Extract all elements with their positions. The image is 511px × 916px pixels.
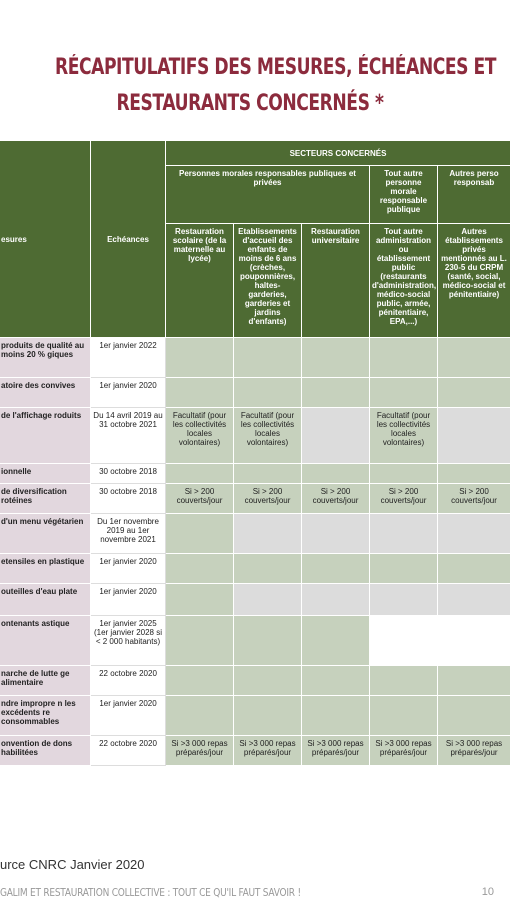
row-mesure: de l'affichage roduits [0,408,91,464]
header-group-tout-autre: Tout autre personne morale responsable publique [370,166,438,224]
row-sector-cell [302,338,370,378]
row-mesure: etensiles en plastique [0,554,91,584]
footer-text: GALIM ET RESTAURATION COLLECTIVE : TOUT CE QU'IL FAUT SAVOIR ! [0,886,301,899]
row-sector-cell [234,554,302,584]
row-echeance: Du 14 avril 2019 au 31 octobre 2021 [91,408,166,464]
row-sector-cell [302,378,370,408]
row-sector-cell [370,514,438,554]
table-row [0,338,511,378]
row-sector-cell [302,584,370,616]
row-sector-cell [438,408,511,464]
header-col-scolaire: Restauration scolaire (de la maternelle au lycée) [166,224,234,338]
row-echeance: 22 octobre 2020 [91,736,166,766]
row-sector-cell [166,378,234,408]
row-echeance: 30 octobre 2018 [91,464,166,484]
row-mesure: onvention de dons habilitées [0,736,91,766]
row-sector-cell: Facultatif (pour les collectivités locales volontaires) [166,408,234,464]
table-row [0,484,511,514]
row-sector-cell [370,616,438,666]
row-mesure: ionnelle [0,464,91,484]
row-sector-cell [234,338,302,378]
row-echeance: 1er janvier 2025 (1er janvier 2028 si < 2 000 habitants) [91,616,166,666]
row-sector-cell: Si > 200 couverts/jour [234,484,302,514]
row-echeance: Du 1er novembre 2019 au 1er novembre 2021 [91,514,166,554]
header-col-admin: Tout autre administration ou établissement public (restaurants d'administration, médico-social public, armée, pénitentiaire, EPA,...) [370,224,438,338]
row-mesure: produits de qualité au moins 20 % giques [0,338,91,378]
table-row [0,616,511,666]
row-sector-cell [166,584,234,616]
header-col-universitaire: Restauration universitaire [302,224,370,338]
row-sector-cell: Si >3 000 repas préparés/jour [302,736,370,766]
table-row [0,554,511,584]
row-sector-cell [438,378,511,408]
row-sector-cell [234,696,302,736]
table-row [0,408,511,464]
row-sector-cell [166,338,234,378]
row-sector-cell [234,666,302,696]
row-mesure: narche de lutte ge alimentaire [0,666,91,696]
row-mesure: ontenants astique [0,616,91,666]
measures-table-wrapper [0,140,511,766]
row-sector-cell [166,696,234,736]
row-echeance: 1er janvier 2020 [91,554,166,584]
row-sector-cell [166,554,234,584]
header-group-autre: Autres perso responsab [438,166,511,224]
row-mesure: d'un menu végétarien [0,514,91,554]
row-sector-cell [302,696,370,736]
row-echeance: 1er janvier 2022 [91,338,166,378]
row-sector-cell [370,696,438,736]
row-sector-cell: Si >3 000 repas préparés/jour [166,736,234,766]
row-sector-cell [438,584,511,616]
row-sector-cell [166,464,234,484]
row-mesure: ndre impropre n les excédents re consommables [0,696,91,736]
row-sector-cell [166,666,234,696]
header-secteurs: SECTEURS CONCERNÉS [166,141,511,166]
row-sector-cell: Si > 200 couverts/jour [166,484,234,514]
table-body [0,338,511,766]
row-echeance: 1er janvier 2020 [91,378,166,408]
row-sector-cell [370,554,438,584]
table-row [0,378,511,408]
row-sector-cell [234,584,302,616]
title-line-2: RESTAURANTS CONCERNÉS * [116,91,384,116]
row-sector-cell [438,696,511,736]
row-sector-cell: Si >3 000 repas préparés/jour [234,736,302,766]
row-sector-cell [438,338,511,378]
table-row [0,514,511,554]
source-note: urce CNRC Janvier 2020 [0,857,145,872]
row-sector-cell [234,616,302,666]
row-sector-cell [234,464,302,484]
page-title [55,50,497,122]
row-echeance: 22 octobre 2020 [91,666,166,696]
row-sector-cell [370,464,438,484]
row-sector-cell [302,666,370,696]
row-sector-cell [166,616,234,666]
row-sector-cell [166,514,234,554]
row-sector-cell: Si >3 000 repas préparés/jour [370,736,438,766]
row-sector-cell [302,554,370,584]
page-number: 10 [481,886,494,898]
table-row [0,584,511,616]
row-sector-cell [370,378,438,408]
row-sector-cell [438,514,511,554]
row-sector-cell [438,464,511,484]
row-sector-cell [302,464,370,484]
table-row [0,666,511,696]
table-row [0,736,511,766]
row-mesure: de diversification rotéines [0,484,91,514]
row-sector-cell [370,584,438,616]
row-mesure: atoire des convives [0,378,91,408]
row-sector-cell: Facultatif (pour les collectivités locales volontaires) [370,408,438,464]
row-sector-cell [302,514,370,554]
header-echeances: Echéances [91,141,166,338]
row-sector-cell: Si > 200 couverts/jour [438,484,511,514]
row-sector-cell [302,616,370,666]
table-row [0,696,511,736]
header-col-prive: Autres établissements privés mentionnés au L. 230-5 du CRPM (santé, social, médico-social et pénitentiaire) [438,224,511,338]
header-group-public: Personnes morales responsables publiques et privées [166,166,370,224]
row-sector-cell [438,666,511,696]
title-line-1: RÉCAPITULATIFS DES MESURES, ÉCHÉANCES ET [55,55,497,80]
row-echeance: 1er janvier 2020 [91,696,166,736]
row-echeance: 30 octobre 2018 [91,484,166,514]
row-sector-cell: Si >3 000 repas préparés/jour [438,736,511,766]
header-col-petite-enfance: Etablissements d'accueil des enfants de moins de 6 ans (crèches, pouponnières, haltes-garderies, garderies et jardins d'enfants) [234,224,302,338]
measures-table [0,140,511,766]
row-sector-cell [234,514,302,554]
row-sector-cell: Si > 200 couverts/jour [302,484,370,514]
row-mesure: outeilles d'eau plate [0,584,91,616]
row-sector-cell [370,666,438,696]
row-sector-cell: Facultatif (pour les collectivités locales volontaires) [234,408,302,464]
row-sector-cell [234,378,302,408]
row-sector-cell [370,338,438,378]
row-sector-cell [438,554,511,584]
row-echeance: 1er janvier 2020 [91,584,166,616]
row-sector-cell [438,616,511,666]
row-sector-cell [302,408,370,464]
table-row [0,464,511,484]
header-mesures: esures [0,141,91,338]
row-sector-cell: Si > 200 couverts/jour [370,484,438,514]
